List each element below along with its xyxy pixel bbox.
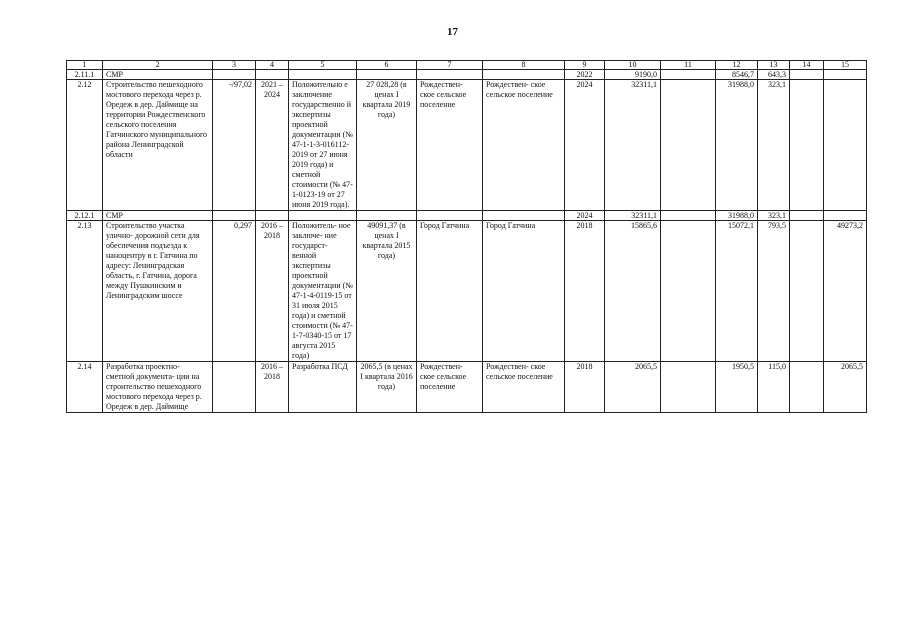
table-cell: 31988,0 [716, 80, 758, 211]
table-cell [661, 70, 716, 80]
table-cell: 115,0 [758, 362, 790, 413]
column-header-3: 3 [213, 61, 256, 70]
table-cell: 15865,6 [605, 221, 661, 362]
table-cell: 2022 [565, 70, 605, 80]
table-cell [790, 362, 824, 413]
column-header-13: 13 [758, 61, 790, 70]
column-header-11: 11 [661, 61, 716, 70]
column-header-7: 7 [417, 61, 483, 70]
column-header-6: 6 [357, 61, 417, 70]
table-cell: 2021 – 2024 [256, 80, 289, 211]
table-cell: 2024 [565, 211, 605, 221]
table-cell: 2016 – 2018 [256, 362, 289, 413]
table-cell [790, 80, 824, 211]
table-cell: 793,5 [758, 221, 790, 362]
table-cell: 323,1 [758, 80, 790, 211]
table-cell [790, 211, 824, 221]
data-table [66, 60, 867, 413]
table-cell [661, 362, 716, 413]
table-cell: Рождествен- ское сельское поселение [483, 362, 565, 413]
table-cell [357, 211, 417, 221]
table-cell [824, 211, 867, 221]
column-header-1: 1 [67, 61, 103, 70]
table-cell: Строительство участка улично- дорожной сети для обеспечения подъезда к наноцентру в г. Гатчина по адресу: Ленинградская область, г. Гатчина, дорога между Пушкинским и Ленинградским шоссе [103, 221, 213, 362]
table-cell: Город Гатчина [417, 221, 483, 362]
table-cell [256, 70, 289, 80]
table-cell: СМР [103, 211, 213, 221]
table-cell [483, 211, 565, 221]
table-cell: 2.14 [67, 362, 103, 413]
table-cell [661, 80, 716, 211]
table-cell: Разработка ПСД [289, 362, 357, 413]
table-row [67, 362, 867, 413]
table-row [67, 70, 867, 80]
table-cell: 49091,37 (в ценах I квартала 2015 года) [357, 221, 417, 362]
column-header-15: 15 [824, 61, 867, 70]
table-cell: 2065,5 [824, 362, 867, 413]
table-cell: Положительно е заключение государственно й экспертизы проектной документации (№ 47-1-1-3-016112-2019 от 27 июня 2019 года) и сметной стоимости (№ 47-1-0123-19 от 27 июня 2019 года). [289, 80, 357, 211]
table-cell: Положитель- ное заключе- ние государст- венной экспертизы проектной документации (№ 47-1-4-0119-15 от 31 июля 2015 года) и сметной стоимости (№ 47-1-7-0340-15 от 17 августа 2015 года) [289, 221, 357, 362]
column-header-5: 5 [289, 61, 357, 70]
table-cell: 32311,1 [605, 80, 661, 211]
table-cell: Рождествен- ское сельское поселение [483, 80, 565, 211]
table-cell: 31988,0 [716, 211, 758, 221]
table-cell: Рождествен- ское сельское поселение [417, 80, 483, 211]
header-row [67, 61, 867, 70]
table-cell: 323,1 [758, 211, 790, 221]
table-cell [256, 211, 289, 221]
table-cell: 2065,5 (в ценах I квартала 2016 года) [357, 362, 417, 413]
table-cell: 9190,0 [605, 70, 661, 80]
table-cell: Разработка проектно- сметной документа- ции на строительство пешеходного мостового перехода через р. Оредеж в дер. Даймище [103, 362, 213, 413]
table-cell: 27 028,28 (в ценах I квартала 2019 года) [357, 80, 417, 211]
table-cell [790, 221, 824, 362]
table-cell: Город Гатчина [483, 221, 565, 362]
column-header-10: 10 [605, 61, 661, 70]
column-header-12: 12 [716, 61, 758, 70]
table-cell: 0,297 [213, 221, 256, 362]
column-header-8: 8 [483, 61, 565, 70]
table-cell [213, 70, 256, 80]
table-cell [417, 70, 483, 80]
table-cell [661, 221, 716, 362]
table-cell: 2016 – 2018 [256, 221, 289, 362]
table-row [67, 211, 867, 221]
table-cell: 2018 [565, 221, 605, 362]
table-cell: -/97,02 [213, 80, 256, 211]
table-cell [483, 70, 565, 80]
column-header-2: 2 [103, 61, 213, 70]
table-cell: 2.12 [67, 80, 103, 211]
table-cell: 15072,1 [716, 221, 758, 362]
table-cell: 2.12.1 [67, 211, 103, 221]
table-cell [213, 362, 256, 413]
table-cell: 49273,2 [824, 221, 867, 362]
table-cell: 2065,5 [605, 362, 661, 413]
table-cell: 2.13 [67, 221, 103, 362]
page-number: 17 [447, 26, 458, 38]
table-cell [289, 211, 357, 221]
table-cell [661, 211, 716, 221]
table-cell: Рождествен- ское сельское поселение [417, 362, 483, 413]
table-row [67, 221, 867, 362]
table-cell: 643,3 [758, 70, 790, 80]
column-header-9: 9 [565, 61, 605, 70]
column-header-4: 4 [256, 61, 289, 70]
table-cell [790, 70, 824, 80]
table-cell: 2018 [565, 362, 605, 413]
column-header-14: 14 [790, 61, 824, 70]
table-cell: 8546,7 [716, 70, 758, 80]
table-cell: СМР [103, 70, 213, 80]
table-cell [289, 70, 357, 80]
table-row [67, 80, 867, 211]
table-cell: 2024 [565, 80, 605, 211]
table-cell: 32311,1 [605, 211, 661, 221]
table-cell: 2.11.1 [67, 70, 103, 80]
table-cell [824, 80, 867, 211]
table-cell [357, 70, 417, 80]
table-cell [213, 211, 256, 221]
table-cell [824, 70, 867, 80]
table-cell: Строительство пешеходного мостового перехода через р. Оредеж в дер. Даймище на территории Рождественского сельского поселения Гатчинского муниципального района Ленинградской области [103, 80, 213, 211]
table-cell: 1950,5 [716, 362, 758, 413]
table-cell [417, 211, 483, 221]
